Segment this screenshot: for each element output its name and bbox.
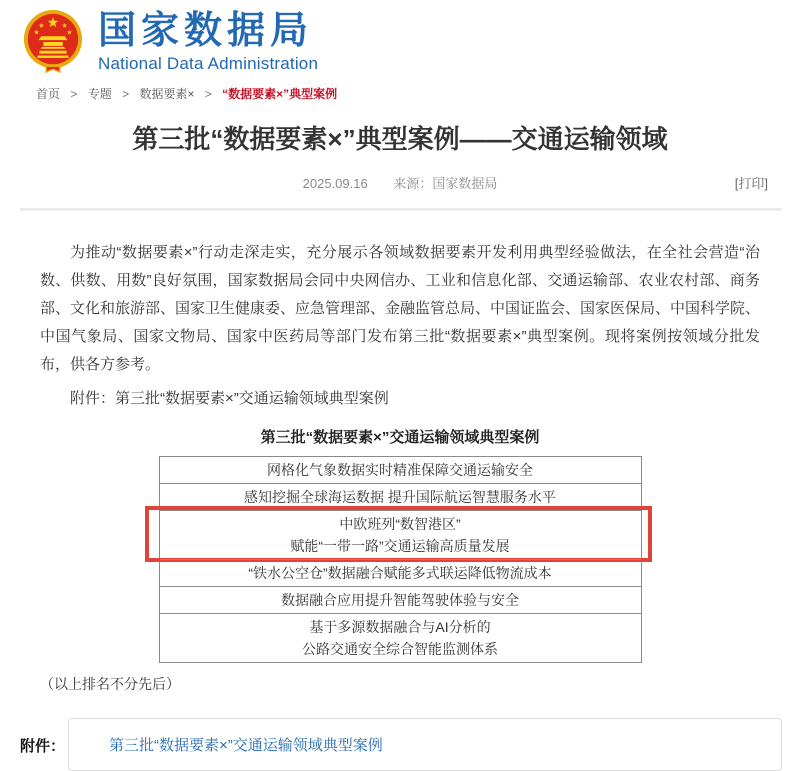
case-title: 公路交通安全综合智能监测体系	[302, 641, 498, 657]
case-table	[159, 456, 642, 663]
table-row	[160, 586, 641, 613]
breadcrumb	[36, 85, 800, 102]
case-title: 中欧班列“数智港区”	[339, 516, 461, 532]
case-title: 感知挖掘全球海运数据 提升国际航运智慧服务水平	[244, 489, 556, 505]
article-body	[0, 239, 800, 696]
table-row-highlighted	[160, 510, 641, 559]
publish-date: 2025.09.16	[302, 176, 368, 191]
national-emblem-icon	[22, 10, 84, 74]
article-source: 来源：国家数据局	[393, 176, 498, 191]
breadcrumb-home[interactable]: 首页	[36, 87, 61, 101]
breadcrumb-separator: >	[122, 87, 130, 101]
case-table-title: 第三批“数据要素×”交通运输领域典型案例	[260, 429, 540, 446]
page-title: 第三批“数据要素×”典型案例——交通运输领域	[132, 124, 668, 154]
attachment-label: 附件：	[20, 738, 66, 755]
case-title: 网格化气象数据实时精准保障交通运输安全	[267, 462, 533, 478]
breadcrumb-current: “数据要素×”典型案例	[222, 87, 338, 101]
attachment-section	[20, 718, 782, 771]
table-row	[160, 613, 641, 662]
case-title: 赋能“一带一路”交通运输高质量发展	[290, 538, 510, 554]
article-paragraph: 为推动“数据要素×”行动走深走实，充分展示各领域数据要素开发利用典型经验做法，在全社会营造“治数、供数、用数”良好氛围，国家数据局会同中央网信办、工业和信息化部、交通运输部、农业农村部、商务部、文化和旅游部、国家卫生健康委、应急管理部、金融监管总局、中国证监会、国家医保局、中国科学院、中国气象局、国家文物局、国家中医药局等部门发布第三批“数据要素×”典型案例。现将案例按领域分批发布，供各方参考。	[40, 244, 761, 373]
breadcrumb-separator: >	[70, 87, 78, 101]
table-row	[160, 483, 641, 510]
site-title: 国家数据局	[98, 10, 314, 52]
article-meta	[0, 173, 800, 189]
table-row	[160, 457, 641, 483]
breadcrumb-data-element[interactable]: 数据要素×	[139, 87, 195, 101]
attachment-box	[68, 718, 782, 771]
site-header	[0, 0, 800, 76]
print-button[interactable]: [打印]	[734, 176, 768, 191]
table-row	[160, 559, 641, 586]
ranking-note: （以上排名不分先后）	[40, 676, 180, 692]
case-title: 数据融合应用提升智能驾驶体验与安全	[281, 592, 519, 608]
case-title: “铁水公空仓”数据融合赋能多式联运降低物流成本	[248, 565, 552, 581]
breadcrumb-topics[interactable]: 专题	[87, 87, 112, 101]
divider	[20, 208, 782, 211]
case-title: 基于多源数据融合与AI分析的	[309, 619, 491, 635]
attachment-link[interactable]: 第三批“数据要素×”交通运输领域典型案例	[109, 737, 383, 754]
breadcrumb-separator: >	[204, 87, 212, 101]
site-subtitle: National Data Administration	[98, 54, 319, 73]
attachment-mention: 附件：第三批“数据要素×”交通运输领域典型案例	[70, 390, 389, 407]
